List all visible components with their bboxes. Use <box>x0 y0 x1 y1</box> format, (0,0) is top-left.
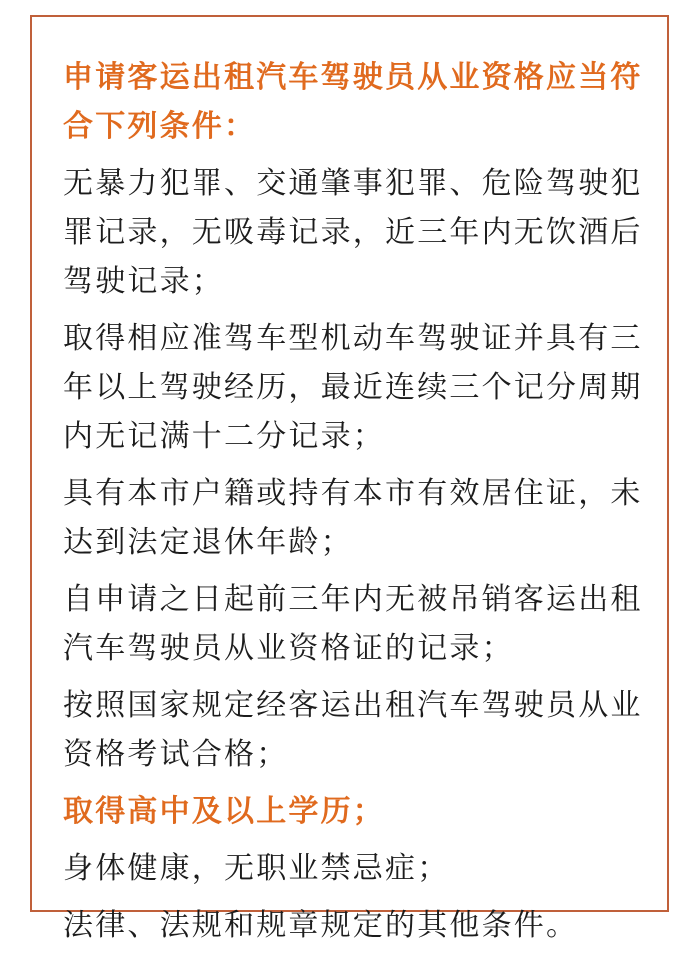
condition-item-highlighted: 取得高中及以上学历； <box>63 794 385 829</box>
condition-item: 具有本市户籍或持有本市有效居住证，未达到法定退休年龄； <box>63 476 643 560</box>
condition-item: 身体健康，无职业禁忌症； <box>63 851 450 886</box>
condition-item: 按照国家规定经客运出租汽车驾驶员从业资格考试合格； <box>63 688 643 772</box>
condition-item: 自申请之日起前三年内无被吊销客运出租汽车驾驶员从业资格证的记录； <box>63 582 643 666</box>
condition-item: 无暴力犯罪、交通肇事犯罪、危险驾驶犯罪记录，无吸毒记录，近三年内无饮酒后驾驶记录； <box>63 166 643 299</box>
condition-item: 取得相应准驾车型机动车驾驶证并具有三年以上驾驶经历，最近连续三个记分周期内无记满十二分记录； <box>63 321 643 454</box>
document-heading: 申请客运出租汽车驾驶员从业资格应当符合下列条件： <box>63 60 643 144</box>
condition-item: 法律、法规和规章规定的其他条件。 <box>63 908 579 943</box>
document-frame <box>30 15 669 943</box>
document-content <box>63 53 653 958</box>
